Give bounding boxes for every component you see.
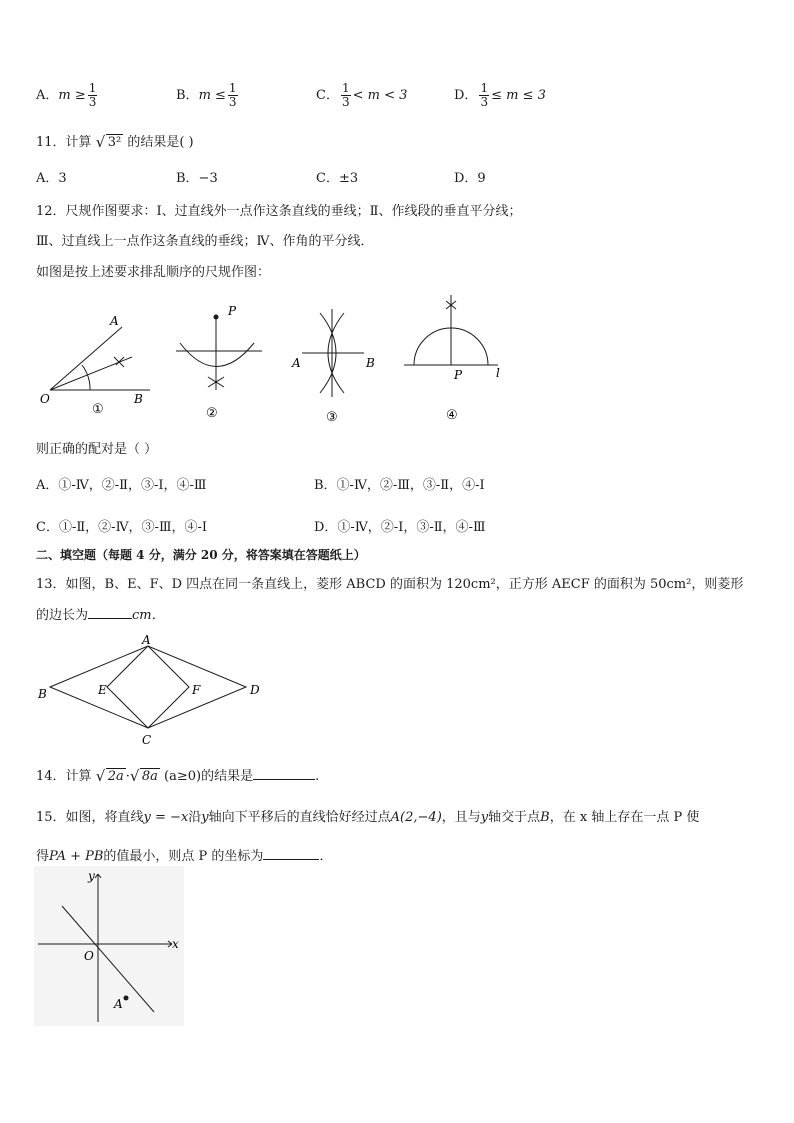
sqrt-8a: √ 8a [130, 769, 160, 784]
label-e: E [98, 683, 107, 697]
q12-option-a: A．①-Ⅳ，②-Ⅱ，③-Ⅰ，④-Ⅲ [36, 478, 207, 493]
figure-background [34, 866, 184, 1026]
label-f: F [192, 683, 201, 697]
label-a: A [114, 997, 123, 1011]
q12-line3: 如图是按上述要求排乱顺序的尺规作图： [36, 265, 271, 280]
sqrt-2a: √ 2a [96, 769, 126, 784]
point-a [124, 996, 129, 1001]
q13-rhombus-figure [34, 632, 266, 746]
fig1-number: ① [92, 402, 104, 417]
q10-option-a: A．m ≥ $\frac{1}{3}$ [36, 81, 97, 109]
q11-stem: 11．计算 √ 3² 的结果是( ) [36, 131, 194, 150]
fig3-label-b: B [366, 356, 375, 370]
q12-line2: Ⅲ、过直线上一点作这条直线的垂线；Ⅳ、作角的平分线． [36, 234, 374, 249]
q13-line2: 的边长为 cm． [36, 604, 165, 623]
q11-option-d: D．9 [454, 171, 486, 186]
fig1-label-o: O [40, 392, 50, 406]
q11-option-c: C．±3 [316, 171, 359, 186]
q10-option-c: C． $\frac{1}{3}$ < m < 3 [316, 81, 408, 109]
q12-option-c: C．①-Ⅱ，②-Ⅳ，③-Ⅲ，④-Ⅰ [36, 520, 208, 535]
fig3-number: ③ [326, 410, 338, 425]
label-d: D [250, 683, 260, 697]
q12-option-d: D．①-Ⅳ，②-Ⅰ，③-Ⅱ，④-Ⅲ [314, 520, 486, 535]
q11-option-b: B．−3 [176, 171, 218, 186]
q13-line1: 13．如图，B、E、F、D 四点在同一条直线上，菱形 ABCD 的面积为 120cm²，正方形 AECF 的面积为 50cm²，则菱形 [36, 577, 744, 592]
label-x: x [172, 937, 179, 951]
label-a: A [142, 633, 151, 647]
answer-blank[interactable] [253, 766, 315, 780]
q12-figures [30, 295, 520, 430]
q15-line1: 15．如图，将直线y = −x沿y轴向下平移后的直线恰好经过点A(2,−4)，且与y轴交于点B，在 x 轴上存在一点 P 使 [36, 810, 700, 825]
q12-option-b: B．①-Ⅳ，②-Ⅲ，③-Ⅱ，④-Ⅰ [314, 478, 485, 493]
fig2-number: ② [206, 406, 218, 421]
q15-line2: 得PA + PB的值最小，则点 P 的坐标为 ． [36, 845, 332, 864]
label-b: B [38, 687, 47, 701]
label-y: y [88, 869, 95, 883]
answer-blank[interactable] [88, 605, 132, 619]
q14-stem: 14．计算 √ 2a ·√ 8a (a≥0)的结果是 . [36, 765, 319, 784]
q11-option-a: A．3 [36, 171, 67, 186]
fig1-label-b: B [134, 392, 143, 406]
q10-option-b: B．m ≤ $\frac{1}{3}$ [176, 81, 237, 109]
fig4-label-p: P [454, 368, 463, 382]
q10-option-d: D． $\frac{1}{3}$ ≤ m ≤ 3 [454, 81, 546, 109]
q12-line1: 12．尺规作图要求：Ⅰ、过直线外一点作这条直线的垂线；Ⅱ、作线段的垂直平分线； [36, 204, 522, 219]
fig4-number: ④ [446, 408, 458, 423]
label-o: O [84, 949, 94, 963]
fig2-label-p: P [228, 304, 237, 318]
fig1-label-a: A [110, 314, 119, 328]
fig2-point-p [214, 315, 219, 320]
answer-blank[interactable] [263, 846, 319, 860]
q12-question: 则正确的配对是（ ） [36, 442, 158, 457]
rhombus-abcd [50, 646, 246, 728]
fig3-label-a: A [292, 356, 301, 370]
figure-3-perpendicular-bisector [302, 309, 364, 397]
q15-coordinate-figure [34, 866, 184, 1026]
figure-1-angle-bisector [50, 327, 150, 390]
section-heading: 二、填空题（每题 4 分，满分 20 分，将答案填在答题纸上） [36, 548, 366, 562]
figure-4-perpendicular-on-line [404, 295, 498, 365]
figure-2-perpendicular-outside [176, 317, 262, 390]
fig4-label-l: l [496, 366, 500, 380]
sqrt-expression: √ 3² [96, 135, 123, 150]
label-c: C [142, 733, 152, 746]
